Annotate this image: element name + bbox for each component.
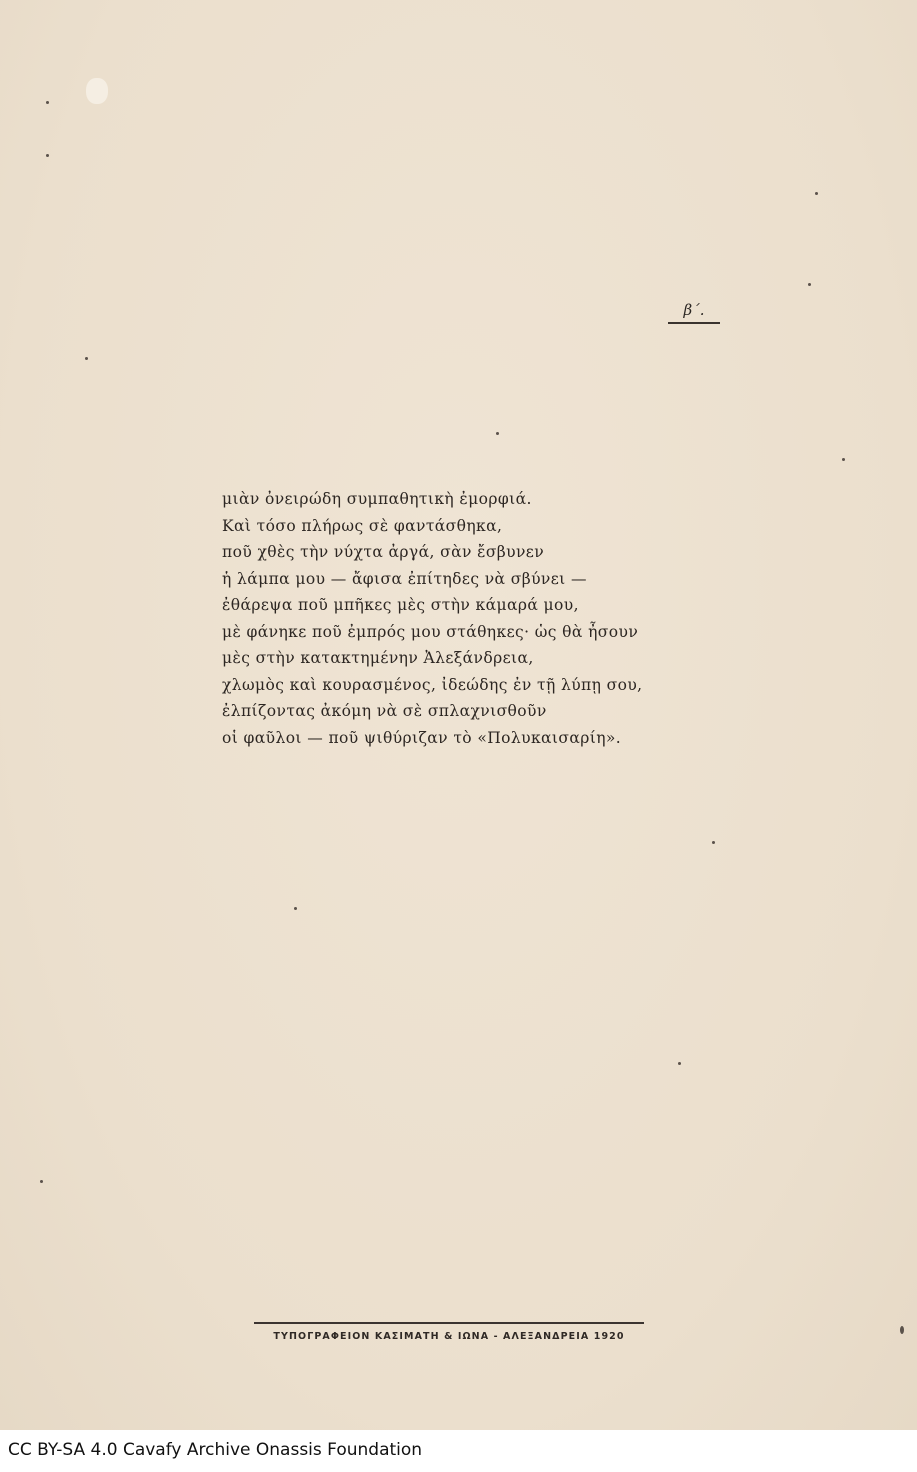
page-number-underline — [668, 322, 720, 324]
poem-line: μὲ φάνηκε ποῦ ἐμπρός μου στάθηκες· ὡς θὰ ἦσουν — [222, 622, 639, 641]
license-credit: CC BY-SA 4.0 Cavafy Archive Onassis Foundation — [8, 1440, 423, 1460]
imprint-divider — [254, 1322, 644, 1324]
page-number: β΄. — [683, 301, 705, 319]
poem-line: ἐλπίζοντας ἀκόμη νὰ σὲ σπλαχνισθοῦν — [222, 702, 547, 720]
poem-text — [222, 486, 742, 751]
paper-speck — [496, 432, 499, 435]
paper-speck — [678, 1062, 681, 1065]
paper-speck — [900, 1326, 904, 1334]
paper-speck — [46, 154, 49, 157]
paper-speck — [815, 192, 818, 195]
paper-speck — [40, 1180, 43, 1183]
printer-imprint: ΤΥΠΟΓΡΑΦΕΙΟΝ ΚΑΣΙΜΑΤΗ & ΙΩΝΑ - ΑΛΕΞΑΝΔΡΕΙΑ 1920 — [273, 1331, 625, 1342]
poem-line: οἱ φαῦλοι — ποῦ ψιθύριζαν τὸ «Πολυκαισαρίη». — [222, 728, 622, 747]
poem-line: χλωμὸς καὶ κουρασμένος, ἰδεώδης ἐν τῇ λύπῃ σου, — [222, 675, 643, 694]
poem-line: μὲς στὴν κατακτημένην Ἀλεξάνδρεια, — [222, 649, 534, 667]
poem-line: ποῦ χθὲς τὴν νύχτα ἀργά, σὰν ἔσβυνεν — [222, 543, 545, 561]
poem-line: ἐθάρεψα ποῦ μπῆκες μὲς στὴν κάμαρά μου, — [222, 596, 579, 614]
paper-stain — [86, 78, 108, 104]
poem-line: Καὶ τόσο πλήρως σὲ φαντάσθηκα, — [222, 516, 503, 535]
paper-speck — [712, 841, 715, 844]
paper-speck — [294, 907, 297, 910]
poem-line: ἡ λάμπα μου — ἄφισα ἐπίτηδες νὰ σβύνει — — [222, 569, 587, 588]
poem-line: μιὰν ὀνειρώδη συμπαθητικὴ ἐμορφιά. — [222, 490, 532, 508]
paper-speck — [808, 283, 811, 286]
paper-speck — [85, 357, 88, 360]
paper-speck — [842, 458, 845, 461]
paper-speck — [46, 101, 49, 104]
